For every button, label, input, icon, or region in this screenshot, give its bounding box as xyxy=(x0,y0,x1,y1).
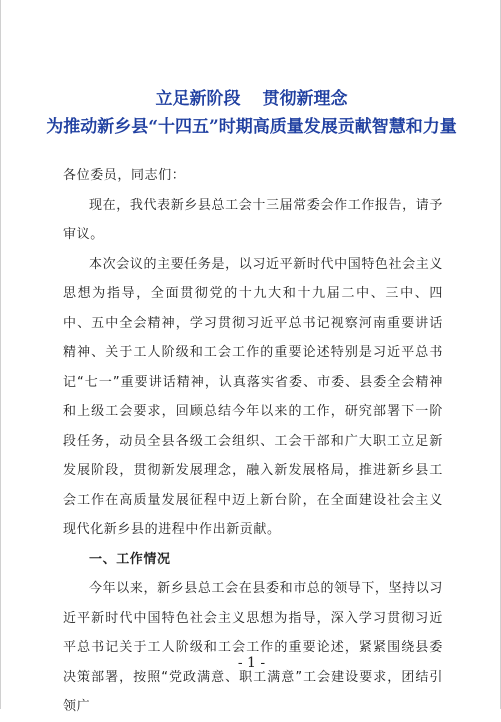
paragraph-work-status: 今年以来，新乡县总工会在县委和市总的领导下，坚持以习近平新时代中国特色社会主义思想为指导，深入学习贯彻习近平总书记关于工人阶级和工会工作的重要论述，紧紧围绕县委决策部署，按照“党政满意、职工满意”工会建设要求，团结引领广 xyxy=(63,581,443,714)
page-number: - 1 - xyxy=(237,655,266,671)
paragraph-intro: 现在，我代表新乡县总工会十三届常委会作工作报告，请予审议。 xyxy=(63,197,443,242)
title-line-1 xyxy=(1,88,501,110)
title-line-1-part-1: 立足新阶段 xyxy=(155,89,241,109)
document-body xyxy=(63,161,443,722)
section-heading: 一、工作情况 xyxy=(89,551,171,567)
title-line-2: 为推动新乡县“十四五”时期高质量发展贡献智慧和力量 xyxy=(46,117,457,137)
title-line-1-part-2: 贯彻新理念 xyxy=(262,89,348,109)
salutation: 各位委员，同志们： xyxy=(63,168,186,183)
paragraph-tasks: 本次会议的主要任务是，以习近平新时代中国特色社会主义思想为指导，全面贯彻党的十九大和十九届二中、三中、四中、五中全会精神，学习贯彻习近平总书记视察河南重要讲话精神、关于工人阶级和工会工作的重要论述特别是习近平总书记“七一”重要讲话精神，认真落实省委、市委、县委全会精神和上级工会要求，回顾总结今年以来的工作，研究部署下一阶段任务，动员全县各级工会组织、工会干部和广大职工立足新发展阶段，贯彻新发展理念，融入新发展格局，推进新乡县工会工作在高质量发展征程中迈上新台阶，在全面建设社会主义现代化新乡县的进程中作出新贡献。 xyxy=(63,256,443,537)
